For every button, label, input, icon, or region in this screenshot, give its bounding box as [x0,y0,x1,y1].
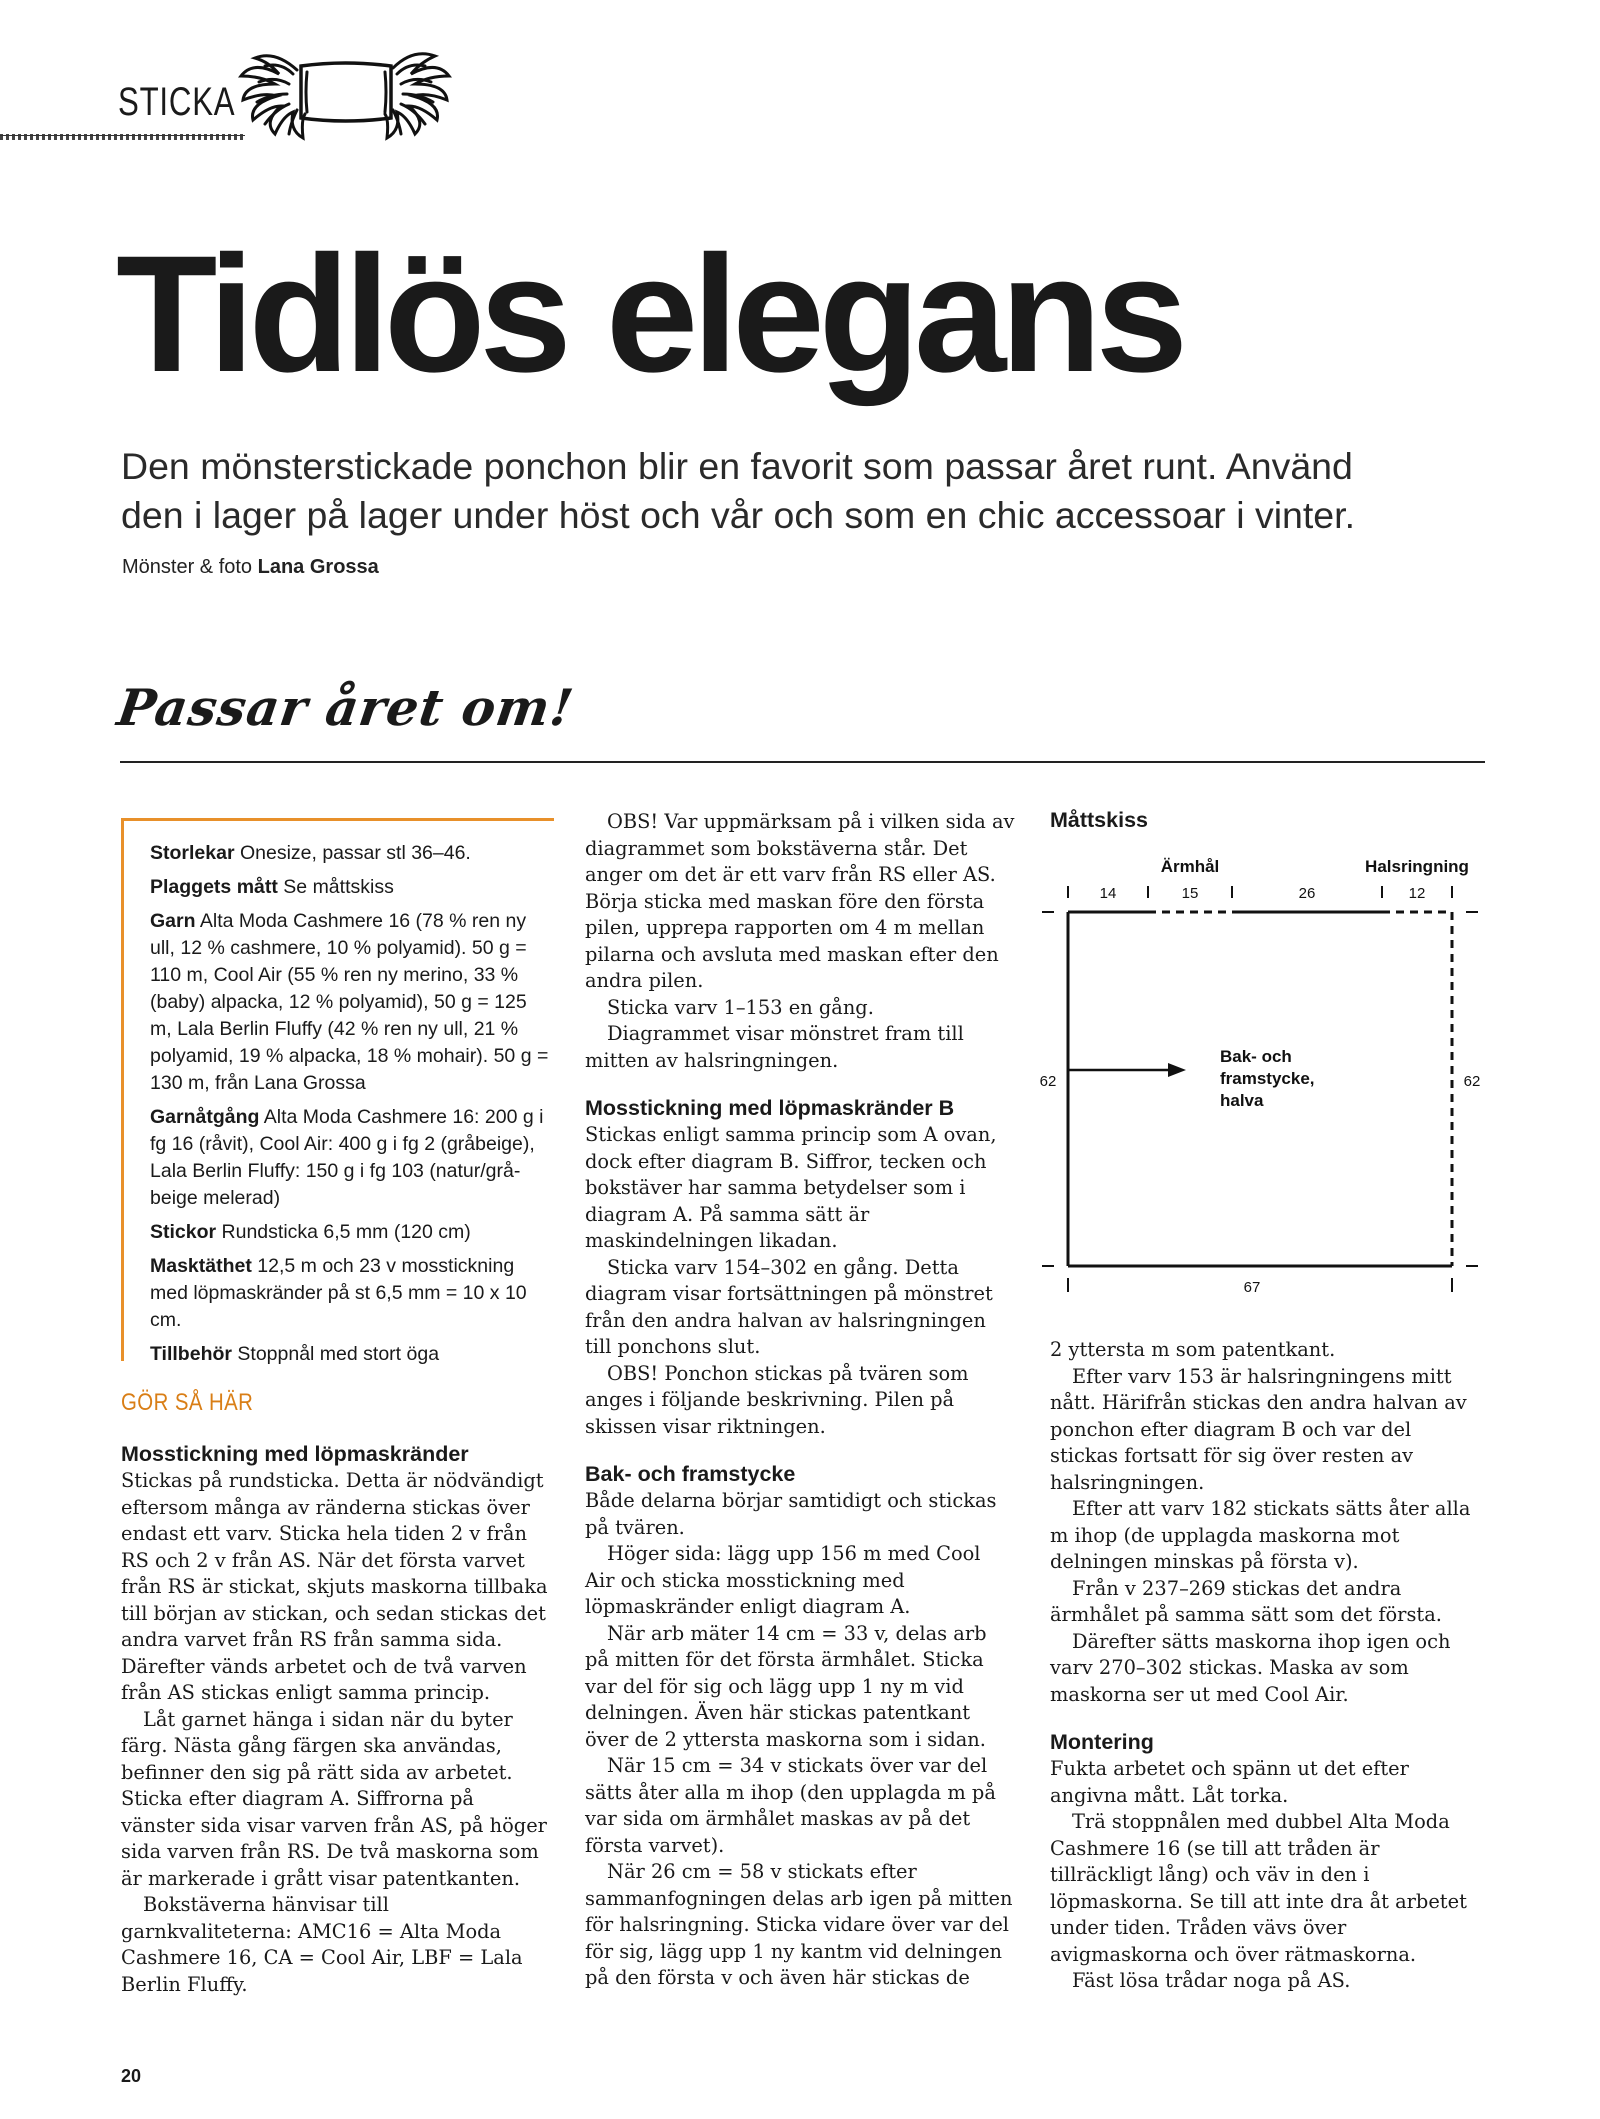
paragraph: Fukta arbetet och spänn ut det efter angivna mått. Låt torka. [1050,1757,1409,1807]
fact-text: Alta Moda Cashmere 16: 200 g i fg 16 (råvit), Cool Air: 400 g i fg 2 (gråbeige), Lala Berlin Fluffy: 150 g i fg 103 (natur/grå-beige melerad) [150,1106,544,1209]
credit-name: Lana Grossa [257,556,379,578]
dim-label: 12 [1408,885,1426,902]
paragraph: Därefter sätts maskorna ihop igen och varv 270–302 stickas. Maska av som maskorna ser ut med Cool Air. [1050,1629,1451,1706]
paragraph: Trä stoppnålen med dubbel Alta Moda Cashmere 16 (se till att tråden är tillräckligt lång) och väv in den i löpmaskorna. Se till att inte dra åt arbetet under tiden. Tråden vävs över avigmaskorna och över rätmaskorna. [1050,1810,1467,1966]
paragraph: Sticka varv 1–153 en gång. [607,995,874,1019]
dim-label: 62 [1463,1073,1480,1090]
section-heading: Montering [1050,1730,1154,1754]
fact-label: Garnåtgång [150,1106,260,1128]
piece-label: framstycke, [1220,1069,1315,1088]
fact-item [150,1253,550,1334]
dim-label: 26 [1298,885,1316,902]
section-label: STICKA [118,80,236,124]
paragraph: Låt garnet hänga i sidan när du byter färg. Nästa gång färgen ska användas, befinner den sig på rätt sida av arbetet. Sticka efter diagram A. Siffrorna på vänster sida visar varven från AS, på höger sida varven från RS. De två maskorna som är markerade i grått visar patentkanten. [121,1707,547,1890]
column-2 [585,809,1015,1992]
column-3 [1050,1337,1480,1995]
section-heading: Mosstickning med löpmaskränder [121,1442,469,1466]
paragraph: Sticka varv 154–302 en gång. Detta diagram visar fortsättningen på mönstret från den andra halvan av halsringningen till ponchons slut. [585,1255,993,1358]
paragraph: Höger sida: lägg upp 156 m med Cool Air och sticka mosstickning med löpmaskränder enligt diagram A. [585,1542,981,1618]
facts-list [150,840,550,1375]
section-heading: Bak- och framstycke [585,1462,796,1486]
fact-label: Tillbehör [150,1343,232,1365]
paragraph: OBS! Var uppmärksam på i vilken sida av diagrammet som bokstäverna står. Det anger om det är ett varv från RS eller AS. Börja sticka med maskan före den första pilen, upprepa rapporten om 4 m mellan pilarna och avsluta med maskan efter den andra pilen. [585,810,1015,992]
fact-text: Alta Moda Cashmere 16 (78 % ren ny ull, 12 % cashmere, 10 % polyamid). 50 g = 110 m, Cool Air (55 % ren ny merino, 33 % (baby) alpacka, 12 % polyamid), 50 g = 125 m, Lala Berlin Fluffy (42 % ren ny ull, 21 % polyamid, 19 % alpacka, 18 % mohair). 50 g = 130 m, från Lana Grossa [150,910,549,1094]
fact-item [150,908,550,1097]
paragraph: Efter varv 153 är halsringningens mitt nått. Härifrån stickas den andra halvan av ponchon efter diagram B och var del stickas fortsatt för sig över resten av halsringningen. [1050,1364,1467,1494]
piece-label: halva [1220,1091,1264,1110]
fact-item [150,840,550,867]
paragraph: Efter att varv 182 stickats sätts åter alla m ihop (de upplagda maskorna mot delningen minskas på första v). [1050,1497,1471,1573]
paragraph: Både delarna börjar samtidigt och stickas på tvären. [585,1489,997,1539]
credit-label: Mönster & foto [122,556,253,578]
fact-text: Se måttskiss [283,876,394,898]
fact-item [150,1341,550,1368]
page-number: 20 [121,2066,142,2086]
page-title: Tidlös elegans [116,222,1183,407]
paragraph: Diagrammet visar mönstret fram till mitten av halsringningen. [585,1022,964,1072]
column-1 [121,1440,551,1998]
paragraph: När 26 cm = 58 v stickats efter sammanfogningen delas arb igen på mitten för halsringning. Sticka vidare över var del för sig, lägg upp 1 ny kantm vid delningen på den första v och även här stickas de [585,1860,1013,1989]
intro-text: Den mönsterstickade ponchon blir en favorit som passar året runt. Använd den i lager på lager under höst och vår och som en chic accessoar i vinter. [121,445,1356,536]
credit-line [122,556,379,579]
section-heading: Mosstickning med löpmaskränder B [585,1096,955,1120]
fact-label: Storlekar [150,842,235,864]
script-heading: Passar året om! [113,678,578,737]
fact-item [150,874,550,901]
paragraph: När 15 cm = 34 v stickats över var del sätts åter alla m ihop (den upplagda m på var sida om ärmhålet maskas av på det första varvet). [585,1754,996,1857]
fact-text: 12,5 m och 23 v mosstickning med löpmaskränder på st 6,5 mm = 10 x 10 cm. [150,1255,527,1331]
fact-text: Rundsticka 6,5 mm (120 cm) [221,1221,471,1243]
fact-label: Masktäthet [150,1255,252,1277]
dim-label: 15 [1181,885,1199,902]
how-to-heading: GÖR SÅ HÄR [121,1389,254,1416]
dim-label: 67 [1243,1279,1261,1296]
paragraph: OBS! Ponchon stickas på tvären som anges i följande beskrivning. Pilen på skissen visar riktningen. [585,1361,969,1438]
paragraph: 2 yttersta m som patentkant. [1050,1338,1336,1361]
armhole-label: Ärmhål [1160,857,1220,876]
yarn-skein-icon [235,40,455,150]
paragraph: Fäst lösa trådar noga på AS. [1072,1969,1351,1992]
paragraph: Bokstäverna hänvisar till garnkvaliteterna: AMC16 = Alta Moda Cashmere 16, CA = Cool Air, LBF = Lala Berlin Fluffy. [121,1893,523,1996]
paragraph: Stickas på rundsticka. Detta är nödvändigt eftersom många av ränderna stickas över endast ett varv. Sticka hela tiden 2 v från RS och 2 v från AS. När det första varvet från RS är stickat, skjuts maskorna tillbaka till början av stickan, och sedan stickas det andra varvet från RS från samma sida. Därefter vänds arbetet och de två varven från AS stickas enligt samma princip. [121,1469,548,1704]
neck-label: Halsringning [1365,857,1469,876]
piece-label: Bak- och [1220,1047,1292,1066]
fact-label: Stickor [150,1221,217,1243]
fact-text: Stoppnål med stort öga [237,1343,440,1365]
fact-label: Garn [150,910,196,932]
dim-label: 14 [1099,885,1117,902]
fact-text: Onesize, passar stl 36–46. [239,842,471,864]
header-rule [0,135,245,136]
fact-item [150,1104,550,1212]
measurement-diagram [1040,850,1480,1300]
dim-label: 62 [1040,1073,1057,1090]
fact-item [150,1219,550,1246]
paragraph: Stickas enligt samma princip som A ovan, dock efter diagram B. Siffror, tecken och bokstäver har samma betydelser som i diagram A. På samma sätt är maskindelningen likadan. [585,1123,997,1252]
fact-label: Plaggets mått [150,876,278,898]
section-divider [120,761,1485,763]
paragraph: Från v 237–269 stickas det andra ärmhålet på samma sätt som det första. [1050,1576,1442,1626]
paragraph: När arb mäter 14 cm = 33 v, delas arb på mitten för det första ärmhålet. Sticka var del för sig och lägg upp 1 ny m vid delningen. Även här stickas patentkant över de 2 yttersta maskorna som i sidan. [585,1621,987,1751]
diagram-title: Måttskiss [1050,808,1148,832]
